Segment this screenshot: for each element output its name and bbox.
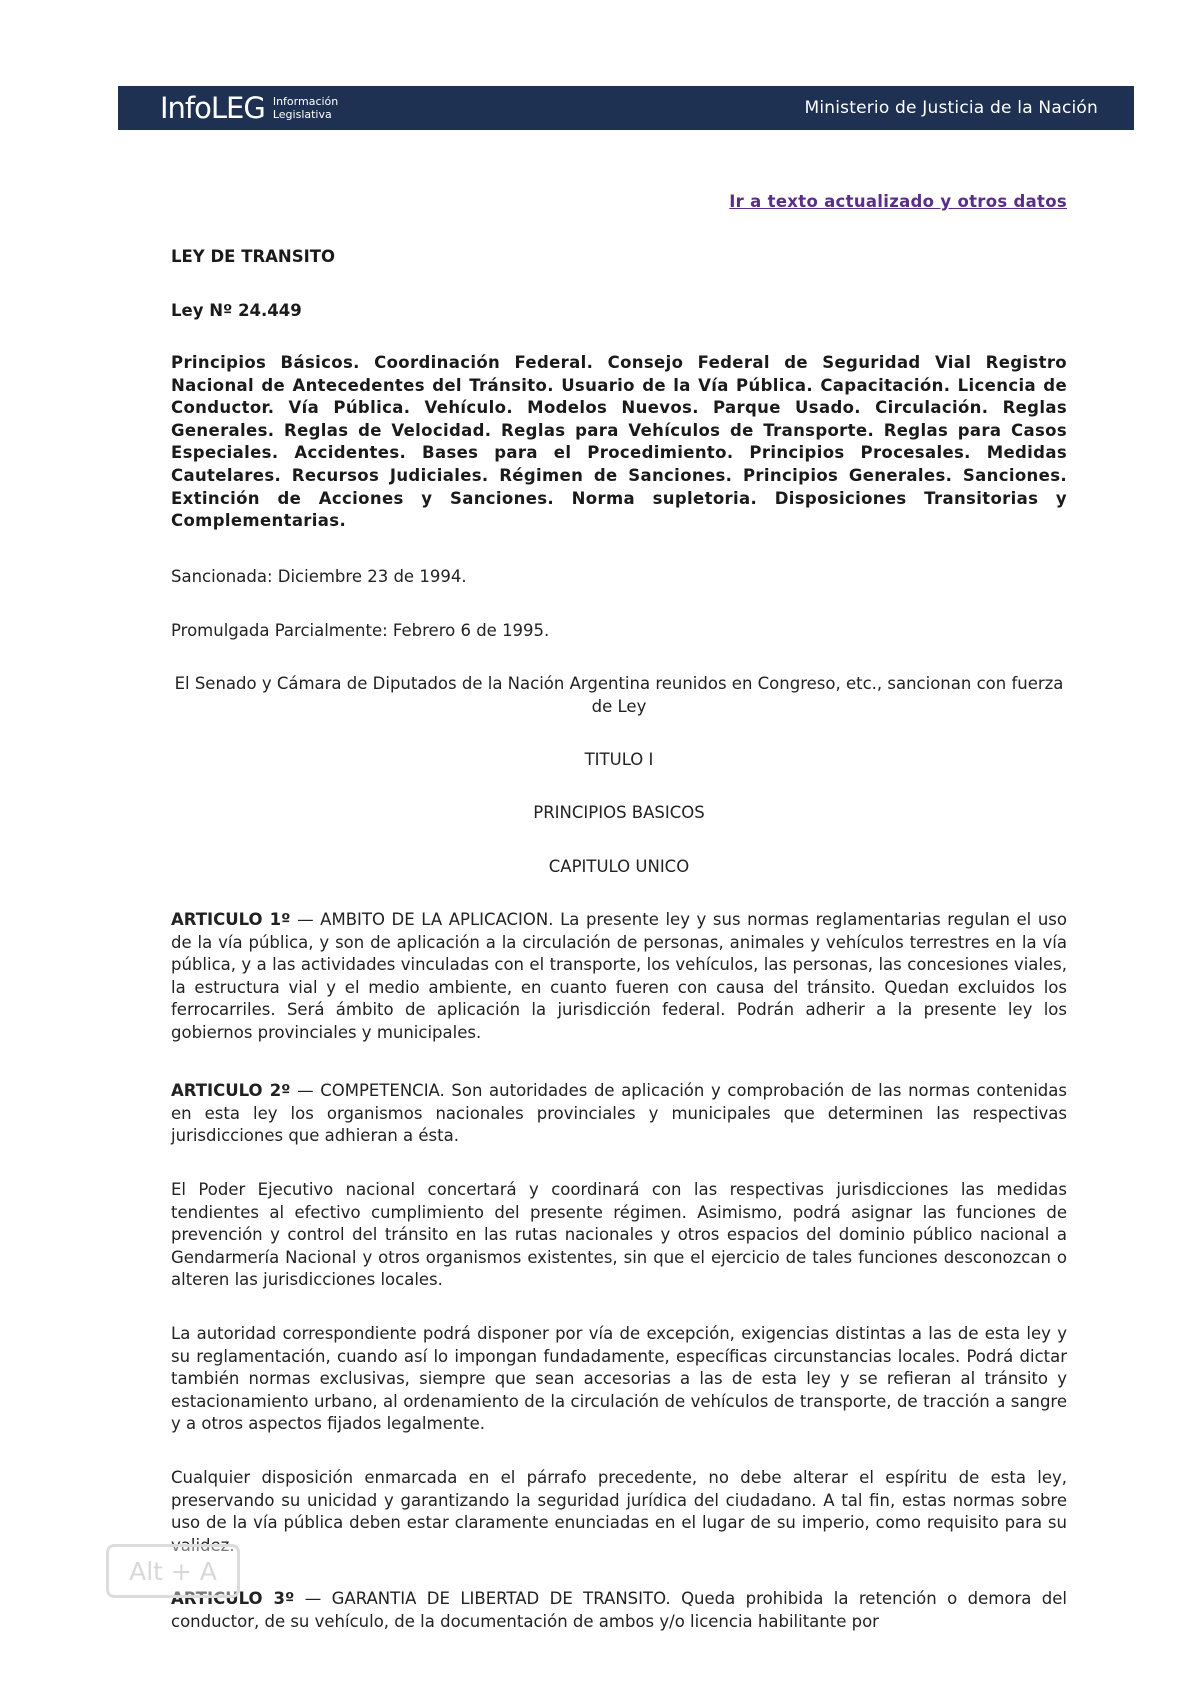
law-summary: Principios Básicos. Coordinación Federal. Consejo Federal de Seguridad Vial Registro Nacional de Antecedentes del Tránsito. Usuario de la Vía Pública. Capacitación. Licencia de Conductor. Vía Pública. Vehículo. Modelos Nuevos. Parque Usado. Circulación. Reglas Generales. Reglas de Velocidad. Reglas para Vehículos de Transporte. Reglas para Casos Especiales. Accidentes. Bases para el Procedimiento. Principios Procesales. Medidas Cautelares. Recursos Judiciales. Régimen de Sanciones. Principios Generales. Sanciones. Extinción de Acciones y Sanciones. Norma supletoria. Disposiciones Transitorias y Complementarias. — [171, 353, 1067, 531]
promulgada-date: Promulgada Parcialmente: Febrero 6 de 1995. — [171, 621, 550, 640]
article-2-label: ARTICULO 2º — [171, 1081, 291, 1100]
infoleg-logo[interactable] — [160, 90, 339, 125]
article-3-label: ARTICULO 3º — [171, 1589, 295, 1608]
paragraph-poder-ejecutivo: El Poder Ejecutivo nacional concertará y coordinará con las respectivas jurisdicciones las medidas tendientes al efectivo cumplimiento del presente régimen. Asimismo, podrá asignar las funciones de prevención y control del tránsito en las rutas nacionales y otros espacios del dominio público nacional a Gendarmería Nacional y otros organismos existentes, sin que el ejercicio de tales funciones desconozcan o alteren las jurisdicciones locales. — [171, 1180, 1067, 1290]
law-title: LEY DE TRANSITO — [171, 247, 336, 266]
article-2-text: — COMPETENCIA. Son autoridades de aplicación y comprobación de las normas contenidas en esta ley los organismos nacionales provinciales y municipales que determinen las respectivas jurisdicciones que adhieran a ésta. — [171, 1081, 1067, 1146]
logo-subtitle — [273, 95, 338, 121]
alt-a-shortcut-overlay[interactable]: Alt + A — [106, 1544, 240, 1598]
law-number: Ley Nº 24.449 — [171, 301, 302, 320]
preamble: El Senado y Cámara de Diputados de la Nación Argentina reunidos en Congreso, etc., sancionan con fuerza de Ley — [174, 674, 1064, 716]
capitulo-heading: CAPITULO UNICO — [548, 857, 690, 876]
article-1 — [171, 909, 1067, 1045]
logo-sub-line-2: Legislativa — [272, 108, 332, 121]
logo-sub-line-1: Información — [272, 95, 339, 108]
article-3-text: — GARANTIA DE LIBERTAD DE TRANSITO. Queda prohibida la retención o demora del conductor, de su vehículo, de la documentación de ambos y/o licencia habilitante por — [171, 1589, 1067, 1631]
ministry-name: Ministerio de Justicia de la Nación — [804, 98, 1098, 118]
logo-text: InfoLEG — [160, 90, 265, 125]
article-3 — [171, 1588, 1067, 1633]
sancionada-date: Sancionada: Diciembre 23 de 1994. — [171, 567, 467, 586]
article-2 — [171, 1080, 1067, 1148]
titulo-heading: TITULO I — [584, 750, 654, 769]
paragraph-cualquier: Cualquier disposición enmarcada en el párrafo precedente, no debe alterar el espíritu de esta ley, preservando su unicidad y garantizando la seguridad jurídica del ciudadano. A tal fin, estas normas sobre uso de la vía pública deben estar claramente enunciadas en el lugar de su imperio, como requisito para su validez. — [171, 1468, 1067, 1555]
article-1-text: — AMBITO DE LA APLICACION. La presente ley y sus normas reglamentarias regulan el uso de la vía pública, y son de aplicación a la circulación de personas, animales y vehículos terrestres en la vía pública, y a las actividades vinculadas con el transporte, los vehículos, las personas, las concesiones viales, la estructura vial y el medio ambiente, en cuanto fueren con causa del tránsito. Quedan excluidos los ferrocarriles. Será ámbito de aplicación la jurisdicción federal. Podrán adherir a la presente ley los gobiernos provinciales y municipales. — [171, 910, 1067, 1042]
titulo-name: PRINCIPIOS BASICOS — [533, 803, 705, 822]
updated-text-link[interactable]: Ir a texto actualizado y otros datos — [729, 192, 1067, 211]
article-1-label: ARTICULO 1º — [171, 910, 291, 929]
header-banner — [118, 86, 1134, 130]
paragraph-autoridad: La autoridad correspondiente podrá disponer por vía de excepción, exigencias distintas a las de esta ley y su reglamentación, cuando así lo impongan fundadamente, específicas circunstancias locales. Podrá dictar también normas exclusivas, siempre que sean accesorias a las de esta ley y se refieran al tránsito y estacionamiento urbano, al ordenamiento de la circulación de vehículos de transporte, de tracción a sangre y a otros aspectos fijados legalmente. — [171, 1324, 1067, 1434]
